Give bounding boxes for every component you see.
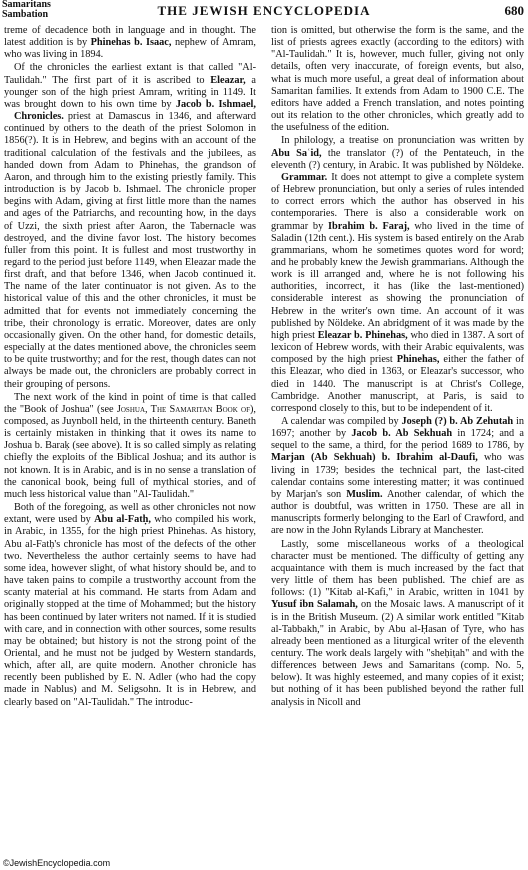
page-number: 680 xyxy=(504,3,524,18)
person-name: Jacob b. Ishmael, xyxy=(175,98,256,110)
text-run: in 1697; another by xyxy=(271,416,525,440)
person-name: Joseph (?) b. Ab Zehutah xyxy=(401,416,514,427)
text-run: who lived in the time of Saladin (12th cent.). His system is based entirely on the Arab grammarians, whom he sometimes quotes word for word; and he probably knew the Jewish grammarians. Although the work is ill arranged and, where he is not following his authorities, incorrect, it has (like the last-mentioned) considerable interest as showing the pronunciation of Hebrew in the writer's own time. An account of it was published by Nöldeke. An abridgment of it was made by the high priest xyxy=(271,220,524,341)
page-header xyxy=(0,0,528,24)
running-head-first: Samaritans xyxy=(2,0,51,10)
text-run: In philology, a treatise on pronunciation was written by xyxy=(281,135,524,147)
text-run: Damascus in 1346, and afterward continued by others to the death of the priest Solomon in 1856(?). It is in Hebrew, and begins with an account of the traditional calculation of the festivals and the jubilees, as handed down from Adam to Phinehas, the grandson of Aaron, and through him to the existing priestly family. This introduction is by Jacob b. Ishmael. The chronicle proper begins with Adam, giving at first little more than the names and ages of the Patriarchs, and recounting how, in the days of Uzzi, the sixth priest after Aaron, the Tabernacle was destroyed, and the divine favor lost. The history becomes fuller from this point. It is fullest and most trustworthy in regard to the period just before 1149, when Eleazar made the first draft, and that before 1346, when Jacob continued it. The name of the later continuator is not given. As to the historical value of this and the other chronicles, it must be admitted that for events not immediately concerning the tribe, their chronology is erratic. Moreover, dates are only occasionally given. On the other hand, for domestic details, especially at the dates mentioned above, the chronicles seem to be quite trustworthy; and for the rest, though dates can not always be made out, the chroniclers are probably correct in their grouping of persons. xyxy=(4,111,256,390)
text-run: in 1724; and a sequel to the same, a third, for the period 1689 to 1786, by xyxy=(271,428,524,452)
left-column xyxy=(4,25,256,710)
person-name: Abu al-Fatḥ, xyxy=(94,514,151,526)
person-name: Marjan (Ab Sekhuah) b. Ibrahim al-Daufi, xyxy=(271,452,478,464)
paragraph xyxy=(4,502,256,709)
paragraph xyxy=(4,62,256,390)
text-run: Another calendar, of which the author is doubtful, was written in 1750. These are all in manuscripts formerly belonging to the Earl of Crawford, and are now in the John Rylands Library at Manchester. xyxy=(271,488,525,537)
person-name: Eleazar b. Phinehas, xyxy=(317,329,408,341)
paragraph xyxy=(271,539,524,709)
text-run: who died in 1387. A sort of lexicon of Hebrew words, with their Arabic equivalents, was composed by the high priest xyxy=(271,329,524,366)
text-run: a younger son of the high priest Amram, writing in 1149. It was brought down to his own time by xyxy=(4,74,256,110)
person-name: Phinehas b. Isaac, xyxy=(90,37,172,49)
text-run: tion is omitted, but otherwise the form is the same, and the list of priests agrees exactly (according to the editors) with "Al-Taulidah." It is, however, much fuller, giving not only details, often very inaccurate, of foreign events, but also, what is much more useful, a great deal of information about Samaritan families. It extends from Adam to 1900 C.E. The editors have added a French translation, and notes pointing out its relation to the other chronicles, which greatly add to the usefulness of the edition. xyxy=(271,25,524,134)
text-run: either the father of this Eleazar, who died in 1363, or Eleazar's successor, who died in 1440. The manuscript is at Christ's College, Cambridge. Another manuscript, at Paris, is said to correspond closely to this, but to be independent of it. xyxy=(271,354,525,414)
text-run: ), composed, as Juynboll held, in the thirteenth century. Baneth is certainly mistaken in thinking that it owes its name to Joshua b. Baraḳ (see above). It is so called simply as relating chiefly the exploits of the Biblical Joshua; and its author is not known. It is in Arabic, and is in no sense a translation of the canonical book, being full of mythical stories, and of much less historical value than "Al-Taulidah." xyxy=(4,403,256,500)
site-credit[interactable]: ©JewishEncyclopedia.com xyxy=(3,858,111,868)
paragraph xyxy=(4,25,256,61)
cross-reference-link[interactable]: Joshua, The Samaritan Book of xyxy=(116,403,250,415)
text-run: treme of decadence both in language and in thought. The latest addition is by xyxy=(4,25,256,49)
person-name: Abu Saʿid, xyxy=(271,147,322,159)
person-name: Yusuf ibn Salamah, xyxy=(271,599,358,611)
right-column xyxy=(271,25,524,710)
text-run: A calendar was compiled by xyxy=(281,416,399,427)
text-run: priest at xyxy=(67,111,104,123)
text-run: The next work of the kind in point of time is that called the "Book of Joshua" (see xyxy=(4,391,256,415)
running-head-last: Sambation xyxy=(2,9,49,20)
person-name: Phinehas, xyxy=(396,354,440,366)
text-run: on the Mosaic laws. A manuscript of it is in the British Museum. (2) A similar work entitled "Kitab al-Tabbakh," in Arabic, by Abu al-Ḥasan of Tyre, who has already been mentioned as a liturgical writer of the eleventh century. The work deals largely with "sheḥiṭah" and with the differences between Jews and Samaritans (comp. No. 5, below). It was highly esteemed, and many copies of it exist; but nothing of it has been published beyond the rather full analysis in Nicoll and xyxy=(271,599,524,708)
person-name: Muslim. xyxy=(346,488,383,500)
text-run: nephew of Amram, who was living in 1894. xyxy=(4,37,256,61)
side-heading: Chronicles. xyxy=(14,111,64,123)
person-name: Jacob b. Ab Sekhuah xyxy=(351,428,453,440)
person-name: Ibrahim b. Faraj, xyxy=(328,220,410,232)
paragraph xyxy=(271,25,524,134)
side-heading: Grammar. xyxy=(281,171,328,183)
text-run: who was living in 1739; besides the technical part, the last-cited calendar contains some interesting matter; it was continued by Marjan's son xyxy=(271,452,524,500)
paragraph xyxy=(271,416,524,538)
text-run: not attempt to give a complete system of Hebrew pronunciation, but only a series of rules intended to correct errors which the author has observed in his contemporaries. There is also a considerable work on grammar by xyxy=(271,171,524,232)
text-run: who compiled his work, in Arabic, in 1355, for the high priest Phinehas. As history, Abu al-Fatḥ's chronicle has most of the defects of the other two. Nevertheless the author certainly seems to have had some idea, however slight, of what history should be, and to have taken pains to compile a trustworthy account from the scanty material at his command. He starts from Adam and originally stopped at the time of Mohammed; but the history has been continued by later writers not named. If it is studied with care, and in connection with other sources, some results may be obtained; but history is not the strong point of the Oriental, and he must not be judged by Western standards, which, after all, are quite modern. Another chronicle has recently been published by E. N. Adler (who had the copy made in Nablus) and M. Seligsohn. It is in Hebrew, and clearly based on "Al-Taulidah." The introduc- xyxy=(4,514,257,708)
paragraph xyxy=(271,135,524,415)
person-name: Eleazar, xyxy=(210,74,246,86)
text-run: the translator (?) of the Pentateuch, in the eleventh (?) century, in Arabic. It was published by Nöldeke. It does xyxy=(271,147,524,183)
text-run: Lastly, some miscellaneous works of a theological character must be mentioned. The difficulty of getting any acquaintance with them is much increased by the fact that very little of them has been published. The chief are as follows: (1) "Kitab al-Kafi," in Arabic, written in 1041 by xyxy=(271,538,524,599)
text-run: Of the chronicles the earliest extant is that called "Al-Taulidah." The first part of it is ascribed to xyxy=(4,62,256,86)
text-run: Both of the foregoing, as well as other chronicles not now extant, were used by xyxy=(4,502,256,526)
encyclopedia-title: THE JEWISH ENCYCLOPEDIA xyxy=(157,3,371,18)
paragraph xyxy=(4,392,256,501)
